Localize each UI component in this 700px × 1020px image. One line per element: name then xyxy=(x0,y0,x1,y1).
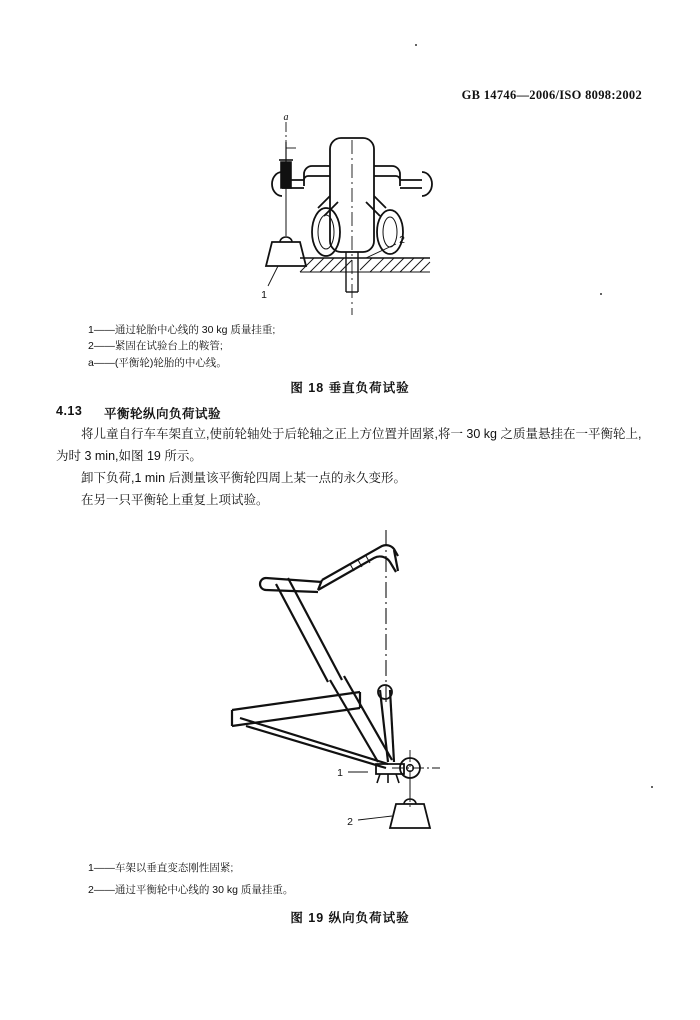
figure-18-callout-1: 1 xyxy=(261,289,267,301)
figure-18-callout-2: 2 xyxy=(399,234,405,246)
print-speck xyxy=(415,44,417,46)
section-paragraph-2: 卸下负荷,1 min 后测量该平衡轮四周上某一点的永久变形。 xyxy=(81,471,407,485)
section-title: 平衡轮纵向负荷试验 xyxy=(104,407,222,421)
figure-18-axis-label-a: a xyxy=(283,112,289,123)
figure-18 xyxy=(0,110,700,410)
figure-18-legend xyxy=(88,322,275,371)
figure-19-callout-2: 2 xyxy=(347,816,353,828)
page-header-standard-code: GB 14746—2006/ISO 8098:2002 xyxy=(461,88,642,102)
section-number: 4.13 xyxy=(56,404,83,418)
figure-19-legend-item: 1——车架以垂直变态刚性固紧; xyxy=(88,862,234,874)
figure-19-legend-item: 2——通过平衡轮中心线的 30 kg 质量挂重。 xyxy=(88,884,294,897)
figure-19-callout-1: 1 xyxy=(337,767,343,779)
figure-18-legend-item: 2——紧固在试验台上的鞍管; xyxy=(88,340,223,353)
figure-19-drawing xyxy=(0,520,700,860)
figure-18-legend-item: a——(平衡轮)轮胎的中心线。 xyxy=(88,356,227,369)
figure-18-caption: 图 18 垂直负荷试验 xyxy=(290,381,410,395)
section-paragraph-1: 将儿童自行车车架直立,使前轮轴处于后轮轴之正上方位置并固紧,将一 30 kg 之质量悬挂在一平衡轮上,为时 3 min,如图 19 所示。 xyxy=(56,427,642,463)
figure-19-caption: 图 19 纵向负荷试验 xyxy=(290,911,410,925)
figure-19-legend xyxy=(88,860,293,899)
figure-18-drawing xyxy=(0,110,700,320)
figure-18-legend-item: 1——通过轮胎中心线的 30 kg 质量挂重; xyxy=(88,324,276,336)
figure-19 xyxy=(0,520,700,940)
section-paragraph-3: 在另一只平衡轮上重复上项试验。 xyxy=(81,493,269,507)
